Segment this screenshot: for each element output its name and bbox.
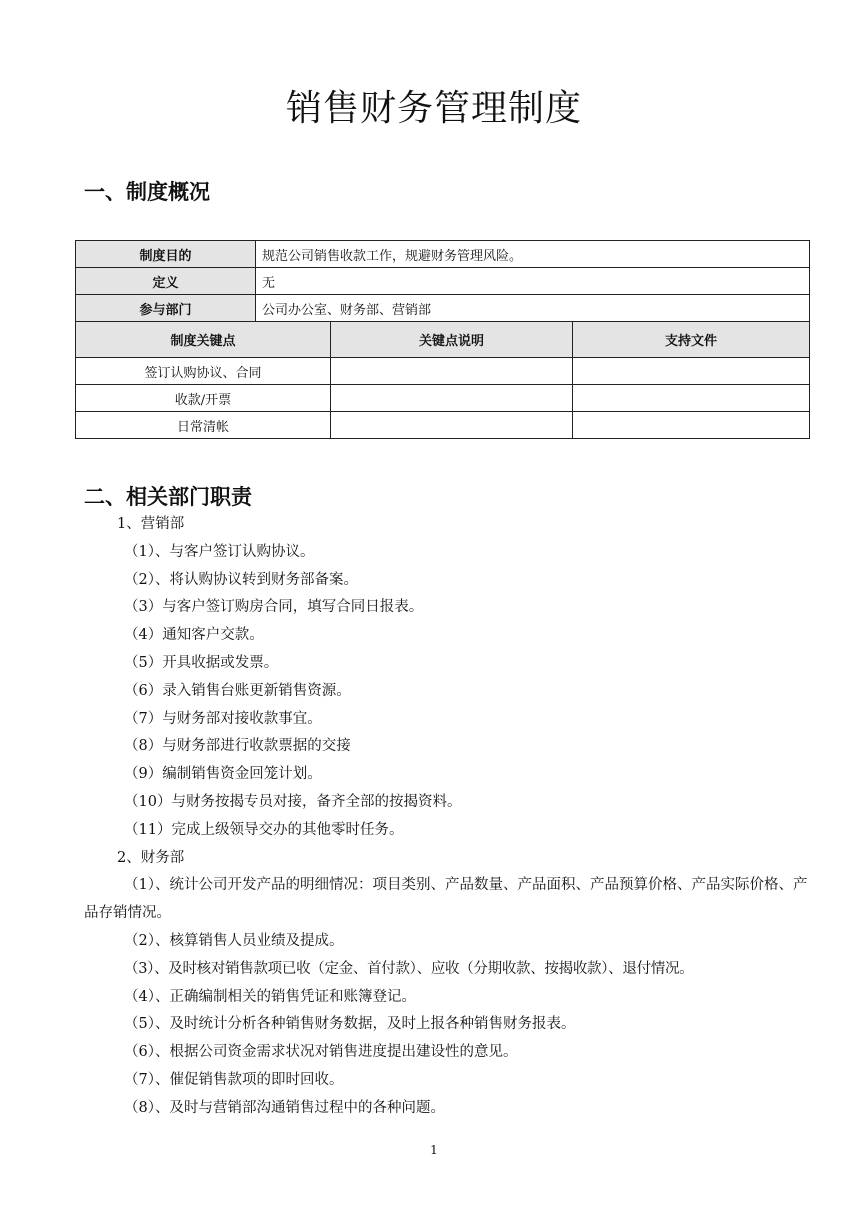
subsection-title-marketing: 1、营销部	[117, 516, 185, 532]
list-item: （6）、根据公司资金需求状况对销售进度提出建设性的意见。	[124, 1044, 518, 1061]
list-item: （2）、将认购协议转到财务部备案。	[124, 571, 358, 588]
row-label-departments: 参与部门	[76, 295, 256, 322]
row-label-definition: 定义	[76, 268, 256, 295]
column-header-keypoint: 制度关键点	[76, 322, 331, 358]
row-value-departments: 公司办公室、财务部、营销部	[256, 295, 810, 322]
table-row	[76, 412, 810, 439]
list-item: （4）通知客户交款。	[124, 627, 264, 644]
section-heading-overview: 一、制度概况	[84, 180, 210, 204]
table-row	[76, 385, 810, 412]
list-item: （6）录入销售台账更新销售资源。	[124, 682, 351, 699]
table-cell	[573, 385, 810, 412]
list-item: （8）、及时与营销部沟通销售过程中的各种问题。	[124, 1099, 445, 1116]
column-header-explanation: 关键点说明	[331, 322, 573, 358]
list-item: （7）、催促销售款项的即时回收。	[124, 1071, 344, 1088]
list-item: （5）、及时统计分析各种销售财务数据，及时上报各种销售财务报表。	[124, 1016, 576, 1033]
list-item: （1）、与客户签订认购协议。	[124, 543, 315, 560]
table-cell	[331, 385, 573, 412]
list-item: （7）与财务部对接收款事宜。	[124, 710, 322, 727]
section-heading-responsibilities: 二、相关部门职责	[84, 485, 252, 509]
table-cell	[573, 358, 810, 385]
table-cell	[573, 412, 810, 439]
list-item: （3）与客户签订购房合同，填写合同日报表。	[124, 599, 424, 616]
table-row	[76, 358, 810, 385]
page-number: 1	[430, 1143, 438, 1157]
table-cell: 签订认购协议、合同	[76, 358, 331, 385]
list-item: （2）、核算销售人员业绩及提成。	[124, 932, 344, 949]
row-value-purpose: 规范公司销售收款工作，规避财务管理风险。	[256, 241, 810, 268]
column-header-support-file: 支持文件	[573, 322, 810, 358]
list-item: （9）编制销售资金回笼计划。	[124, 766, 322, 783]
document-title: 销售财务管理制度	[285, 88, 582, 129]
table-cell: 收款/开票	[76, 385, 331, 412]
list-item: （4）、正确编制相关的销售凭证和账簿登记。	[124, 988, 416, 1005]
list-item: （3）、及时核对销售款项已收（定金、首付款）、应收（分期收款、按揭收款）、退付情况。	[124, 960, 694, 977]
row-label-purpose: 制度目的	[76, 241, 256, 268]
subsection-title-finance: 2、财务部	[117, 849, 185, 866]
table-cell: 日常清帐	[76, 412, 331, 439]
row-value-definition: 无	[256, 268, 810, 295]
list-item: （10）与财务按揭专员对接，备齐全部的按揭资料。	[124, 793, 462, 810]
responsibilities-body	[84, 511, 812, 1123]
list-item: （5）开具收据或发票。	[124, 654, 279, 671]
list-item: （8）与财务部进行收款票据的交接	[124, 738, 351, 755]
table-cell	[331, 358, 573, 385]
list-item: （11）完成上级领导交办的其他零时任务。	[124, 821, 404, 838]
list-item: （1）、统计公司开发产品的明细情况：项目类别、产品数量、产品面积、产品预算价格、产品实际价格、产品存销情况。	[84, 877, 808, 922]
overview-table	[75, 240, 810, 439]
table-row	[76, 268, 810, 295]
table-row	[76, 241, 810, 268]
table-header-row	[76, 322, 810, 358]
table-cell	[331, 412, 573, 439]
table-row	[76, 295, 810, 322]
